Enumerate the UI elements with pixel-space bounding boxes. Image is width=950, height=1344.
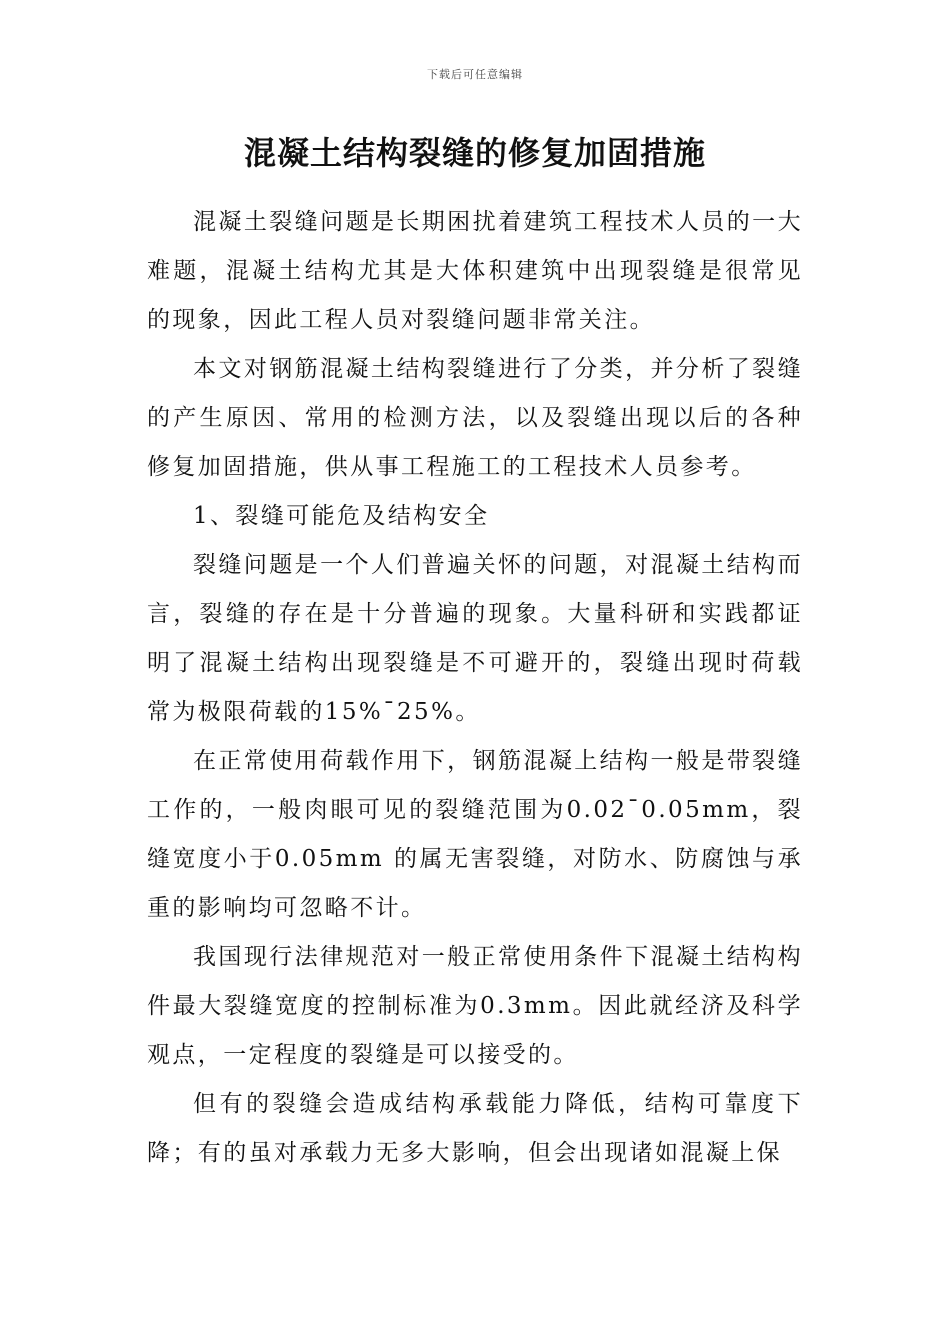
paragraph: 本文对钢筋混凝土结构裂缝进行了分类，并分析了裂缝的产生原因、常用的检测方法，以及裂缝出现以后的各种修复加固措施，供从事工程施工的工程技术人员参考。 xyxy=(147,356,803,480)
header-note: 下载后可任意编辑 xyxy=(427,68,523,81)
document-body xyxy=(147,198,803,1178)
paragraph: 我国现行法律规范对一般正常使用条件下混凝土结构构件最大裂缝宽度的控制标准为0.3mm。因此就经济及科学观点，一定程度的裂缝是可以接受的。 xyxy=(147,944,803,1068)
section-heading: 1、裂缝可能危及结构安全 xyxy=(193,503,490,529)
paragraph: 在正常使用荷载作用下，钢筋混凝上结构一般是带裂缝工作的，一般肉眼可见的裂缝范围为0.02¯0.05mm，裂缝宽度小于0.05mm 的属无害裂缝，对防水、防腐蚀与承重的影响均可忽略不计。 xyxy=(147,748,803,921)
paragraph: 混凝土裂缝问题是长期困扰着建筑工程技术人员的一大难题，混凝土结构尤其是大体积建筑中出现裂缝是很常见的现象，因此工程人员对裂缝问题非常关注。 xyxy=(147,209,803,333)
paragraph: 裂缝问题是一个人们普遍关怀的问题，对混凝土结构而言，裂缝的存在是十分普遍的现象。大量科研和实践都证明了混凝土结构出现裂缝是不可避开的，裂缝出现时荷载常为极限荷载的15%¯25%。 xyxy=(147,552,803,725)
document-title: 混凝土结构裂缝的修复加固措施 xyxy=(243,134,706,172)
paragraph: 但有的裂缝会造成结构承载能力降低，结构可靠度下降；有的虽对承载力无多大影响，但会出现诸如混凝上保 xyxy=(147,1091,803,1166)
